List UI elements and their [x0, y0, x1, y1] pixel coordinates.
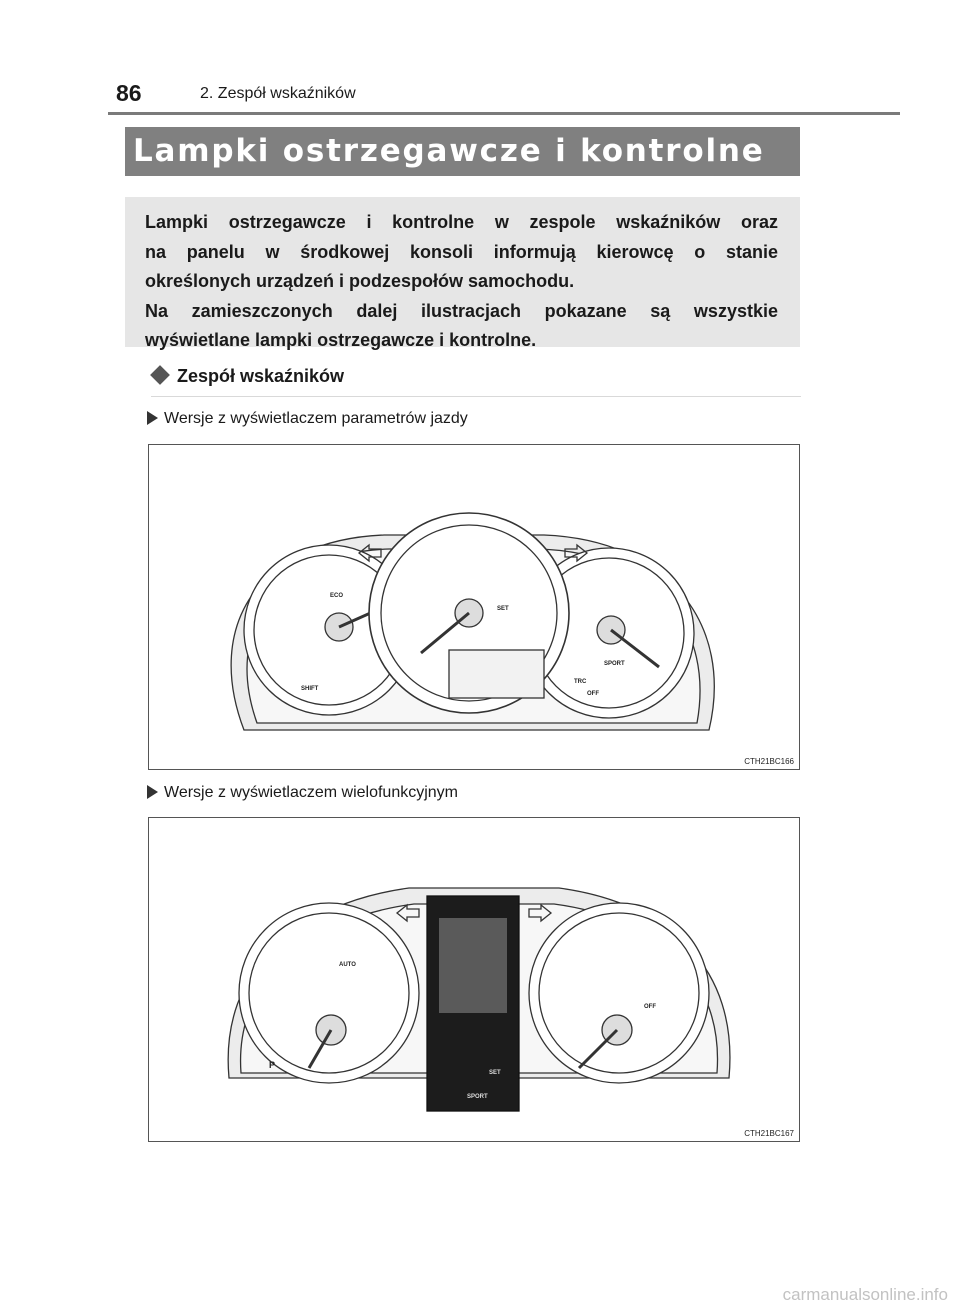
section-rule: [151, 396, 801, 397]
section-heading: [151, 366, 344, 387]
park-label: P: [269, 1060, 276, 1070]
intro-line: wyświetlane lampki ostrzegawcze i kontrolne.: [145, 330, 537, 350]
variant-label-2: [147, 783, 458, 802]
set-label: SET: [497, 606, 509, 612]
title-bar: [125, 127, 800, 176]
trc-label: TRC: [574, 679, 587, 685]
triangle-bullet-icon: [147, 785, 158, 799]
page-number: 86: [116, 80, 142, 106]
variant-label-text: Wersje z wyświetlaczem wielofunkcyjnym: [164, 784, 458, 801]
figure-cluster-1: [148, 444, 800, 770]
figure-code: CTH21BC166: [744, 757, 794, 766]
intro-line: Lampki ostrzegawcze i kontrolne w zespole wskaźników oraz: [145, 212, 778, 232]
intro-line: określonych urządzeń i podzespołów samochodu.: [145, 271, 575, 291]
chapter-title: 2. Zespół wskaźników: [200, 85, 356, 102]
shift-label: SHIFT: [301, 686, 319, 692]
triangle-bullet-icon: [147, 411, 158, 425]
sport-label: SPORT: [604, 661, 625, 667]
sport-label: SPORT: [467, 1094, 488, 1100]
intro-line: Na zamieszczonych dalej ilustracjach pokazane są wszystkie: [145, 300, 778, 321]
eco-label: ECO: [330, 593, 344, 599]
intro-line: na panelu w środkowej konsoli informują kierowcę o stanie: [145, 241, 778, 262]
auto-label: AUTO: [339, 962, 356, 968]
section-heading-text: Zespół wskaźników: [177, 366, 345, 386]
variant-label-1: [147, 409, 468, 428]
diamond-icon: [150, 365, 170, 385]
page-title: Lampki ostrzegawcze i kontrolne: [133, 133, 765, 169]
figure-code: CTH21BC167: [744, 1129, 794, 1138]
watermark: carmanualsonline.info: [782, 1285, 948, 1304]
header-rule: [108, 112, 900, 115]
set-label: SET: [489, 1070, 501, 1076]
variant-label-text: Wersje z wyświetlaczem parametrów jazdy: [164, 410, 468, 427]
off-label: OFF: [644, 1004, 656, 1010]
cluster-1-illustration: [149, 445, 799, 769]
intro-box: [125, 197, 800, 350]
figure-cluster-2: [148, 817, 800, 1142]
cluster-2-illustration: [149, 818, 799, 1141]
off-label: OFF: [587, 691, 599, 697]
